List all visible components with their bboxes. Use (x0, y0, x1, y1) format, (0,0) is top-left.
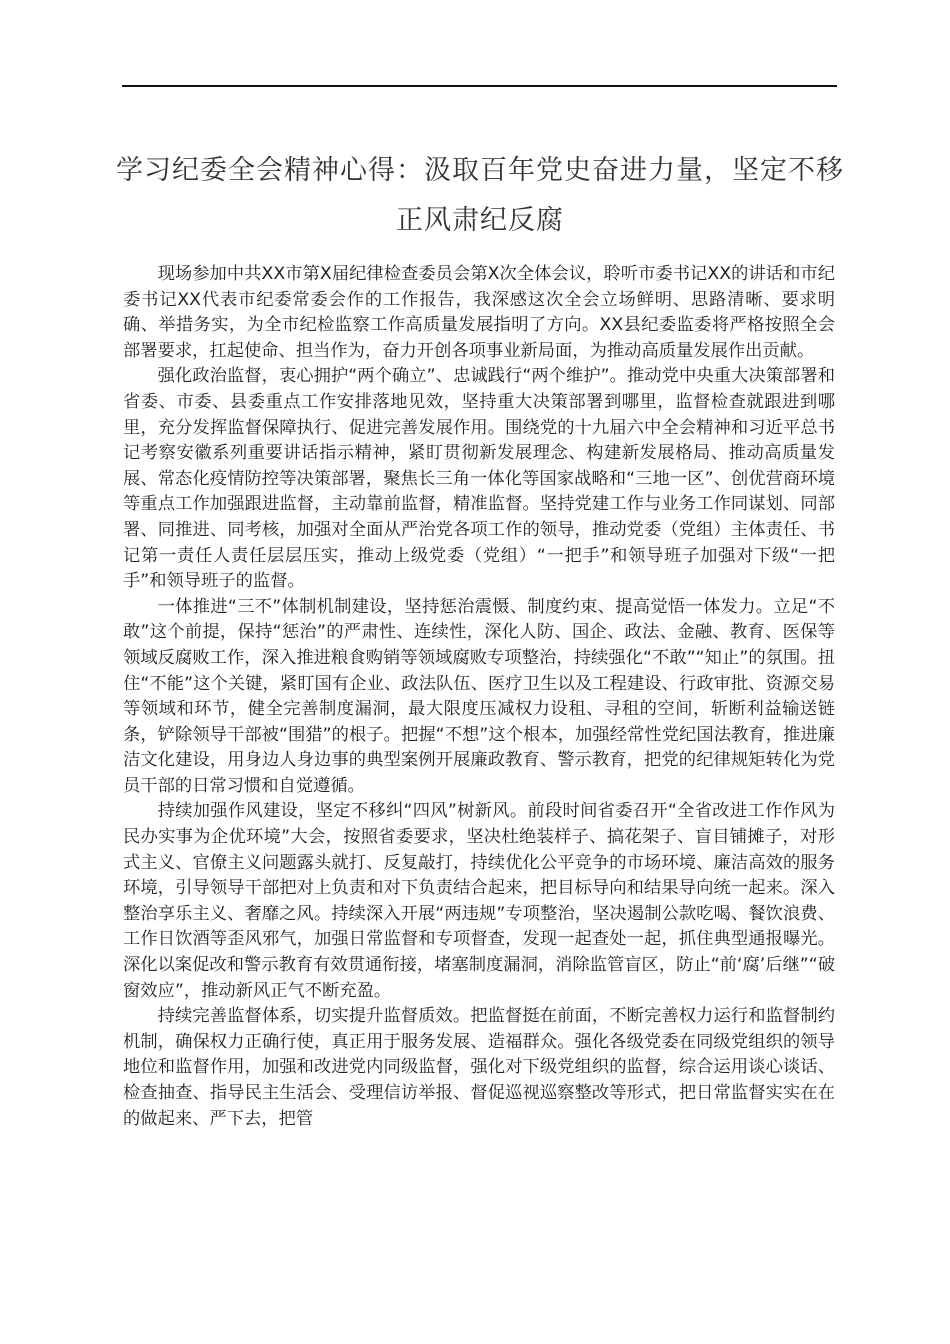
paragraph-three-nos: 一体推进“三不”体制机制建设，坚持惩治震慑、制度约束、提高觉悟一体发力。立足“不敢”这个前提，保持“惩治”的严肃性、连续性，深化人防、国企、政法、金融、教育、医保等领域反腐败工作，深入推进粮食购销等领域腐败专项整治，持续强化“不敢”“知止”的氛围。扭住“不能”这个关键，紧盯国有企业、政法队伍、医疗卫生以及工程建设、行政审批、资源交易等领域和环节，健全完善制度漏洞，最大限度压减权力设租、寻租的空间，斩断利益输送链条，铲除领导干部被“围猎”的根子。把握“不想”这个根本，加强经常性党纪国法教育，推进廉洁文化建设，用身边人身边事的典型案例开展廉政教育、警示教育，把党的纪律规矩转化为党员干部的日常习惯和自觉遵循。 (123, 596, 835, 796)
document-body (123, 262, 835, 1132)
paragraph-political-supervision: 强化政治监督，衷心拥护“两个确立”、忠诚践行“两个维护”。推动党中央重大决策部署和省委、市委、县委重点工作安排落地见效，坚持重大决策部署到哪里，监督检查就跟进到哪里，充分发挥监督保障执行、促进完善发展作用。围绕党的十九届六中全会精神和习近平总书记考察安徽系列重要讲话指示精神，紧盯贯彻新发展理念、构建新发展格局、推动高质量发展、常态化疫情防控等决策部署，聚焦长三角一体化等国家战略和“三地一区”、创优营商环境等重点工作加强跟进监督，主动靠前监督，精准监督。坚持党建工作与业务工作同谋划、同部署、同推进、同考核，加强对全面从严治党各项工作的领导，推动党委（党组）主体责任、书记第一责任人责任层层压实，推动上级党委（党组）“一把手”和领导班子加强对下级“一把手”和领导班子的监督。 (123, 366, 835, 592)
paragraph-work-style: 持续加强作风建设，坚定不移纠“四风”树新风。前段时间省委召开“全省改进工作作风为民办实事为企优环境”大会，按照省委要求，坚决杜绝装样子、搞花架子、盲目铺摊子，对形式主义、官僚主义问题露头就打、反复敲打，持续优化公平竞争的市场环境、廉洁高效的服务环境，引导领导干部把对上负责和对下负责结合起来，把目标导向和结果导向统一起来。深入整治享乐主义、奢靡之风。持续深入开展“两违规”专项整治，坚决遏制公款吃喝、餐饮浪费、工作日饮酒等歪风邪气，加强日常监督和专项督查，发现一起查处一起，抓住典型通报曝光。深化以案促改和警示教育有效贯通衔接，堵塞制度漏洞，消除监管盲区，防止“前‘腐’后继”“破窗效应”，推动新风正气不断充盈。 (123, 801, 835, 1001)
paragraph-supervision-system: 持续完善监督体系，切实提升监督质效。把监督挺在前面，不断完善权力运行和监督制约机制，确保权力正确行使，真正用于服务发展、造福群众。强化各级党委在同级党组织的领导地位和监督作用，加强和改进党内同级监督，强化对下级党组织的监督，综合运用谈心谈话、检查抽查、指导民主生活会、受理信访举报、督促巡视巡察整改等形式，把日常监督实实在在的做起来、严下去，把管 (123, 1006, 835, 1129)
document-title: 学习纪委全会精神心得：汲取百年党史奋进力量，坚定不移正风肃纪反腐 (116, 155, 844, 236)
paragraph-intro: 现场参加中共XX市第X届纪律检查委员会第X次全体会议，聆听市委书记XX的讲话和市纪委书记XX代表市纪委常委会作的工作报告，我深感这次全会立场鲜明、思路清晰、要求明确、举措务实，为全市纪检监察工作高质量发展指明了方向。XX县纪委监委将严格按照全会部署要求，扛起使命、担当作为，奋力开创各项事业新局面，为推动高质量发展作出贡献。 (123, 264, 835, 361)
header-divider (122, 85, 837, 87)
